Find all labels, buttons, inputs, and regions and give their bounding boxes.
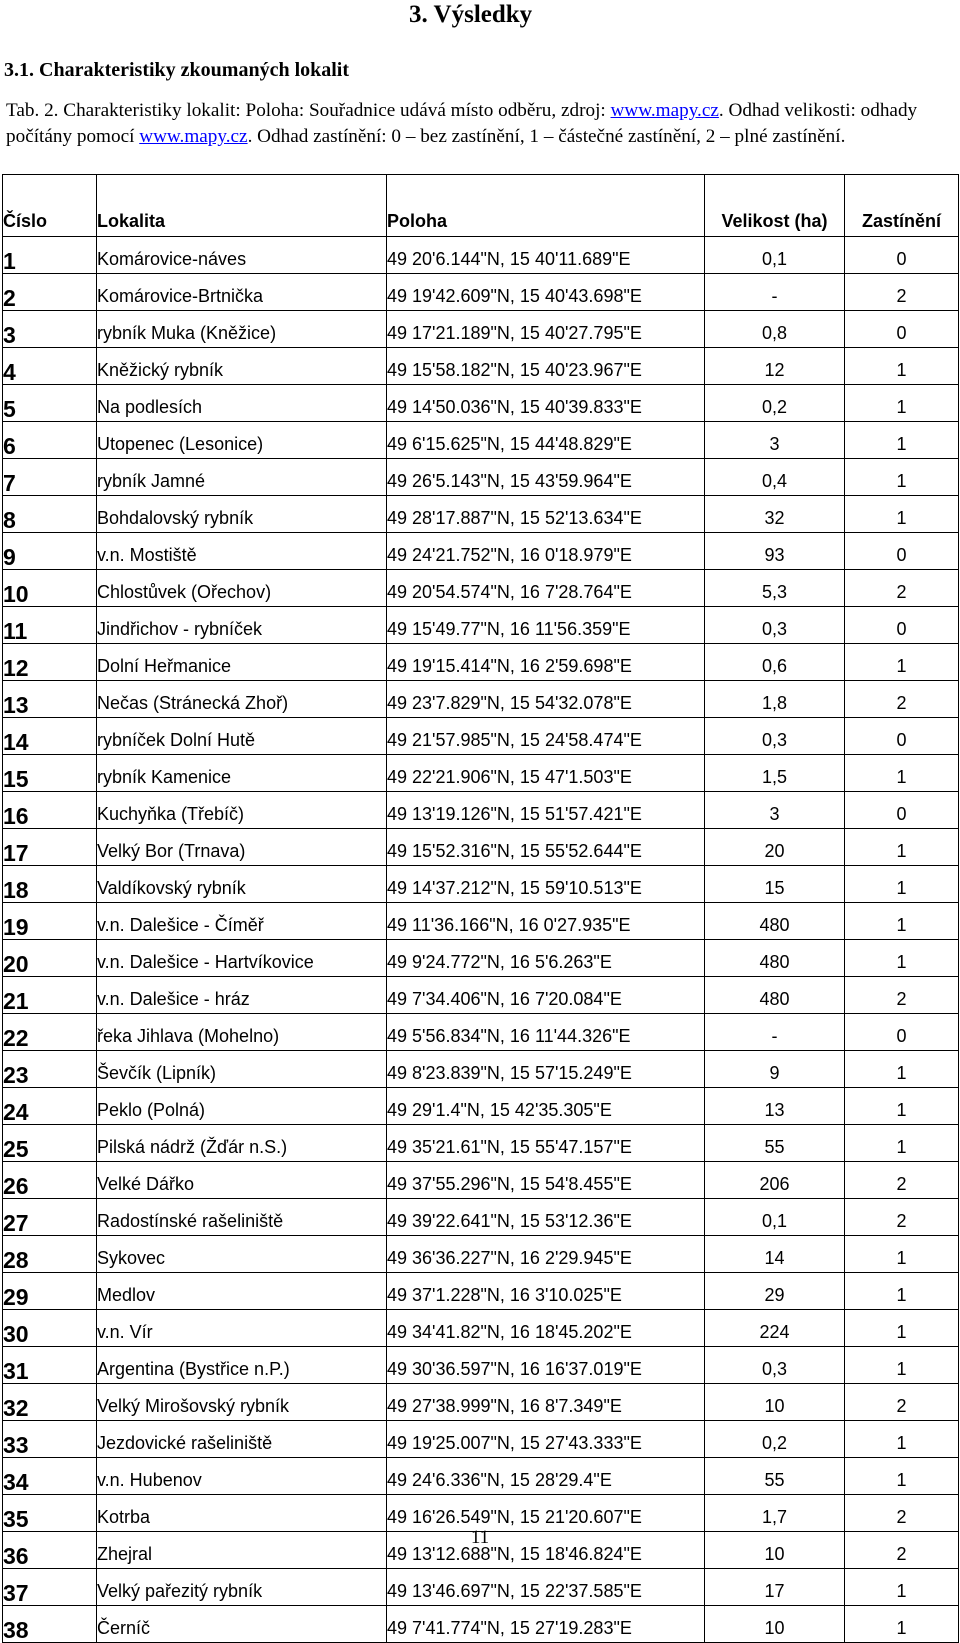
shading-cell: 1 xyxy=(845,755,959,792)
page-number: 11 xyxy=(470,1527,490,1548)
coordinates-cell: 49 37'55.296"N, 15 54'8.455"E xyxy=(387,1162,705,1199)
size-ha-cell: 13 xyxy=(705,1088,845,1125)
row-number-cell: 20 xyxy=(3,940,97,977)
shading-cell: 1 xyxy=(845,1088,959,1125)
table-row xyxy=(3,1125,959,1162)
table-row xyxy=(3,311,959,348)
row-number-cell: 17 xyxy=(3,829,97,866)
size-ha-cell: - xyxy=(705,1014,845,1051)
row-number-cell: 37 xyxy=(3,1569,97,1606)
size-ha-cell: 0,2 xyxy=(705,385,845,422)
row-number-cell: 2 xyxy=(3,274,97,311)
shading-cell: 1 xyxy=(845,1458,959,1495)
size-ha-cell: - xyxy=(705,274,845,311)
shading-cell: 1 xyxy=(845,1310,959,1347)
coordinates-cell: 49 26'5.143"N, 15 43'59.964"E xyxy=(387,459,705,496)
coordinates-cell: 49 7'34.406"N, 16 7'20.084"E xyxy=(387,977,705,1014)
table-row xyxy=(3,274,959,311)
size-ha-cell: 55 xyxy=(705,1125,845,1162)
size-ha-cell: 1,5 xyxy=(705,755,845,792)
coordinates-cell: 49 14'37.212"N, 15 59'10.513"E xyxy=(387,866,705,903)
row-number-cell: 6 xyxy=(3,422,97,459)
mapy-link-2[interactable]: www.mapy.cz xyxy=(139,126,248,147)
header-lokalita: Lokalita xyxy=(97,175,387,237)
header-velikost: Velikost (ha) xyxy=(705,175,845,237)
mapy-link-1[interactable]: www.mapy.cz xyxy=(610,100,719,121)
row-number-cell: 36 xyxy=(3,1532,97,1569)
size-ha-cell: 0,6 xyxy=(705,644,845,681)
locality-name-cell: rybník Kamenice xyxy=(97,755,387,792)
table-row xyxy=(3,1569,959,1606)
table-row xyxy=(3,681,959,718)
row-number-cell: 11 xyxy=(3,607,97,644)
coordinates-cell: 49 24'21.752"N, 16 0'18.979"E xyxy=(387,533,705,570)
shading-cell: 1 xyxy=(845,903,959,940)
coordinates-cell: 49 17'21.189"N, 15 40'27.795"E xyxy=(387,311,705,348)
row-number-cell: 38 xyxy=(3,1606,97,1643)
coordinates-cell: 49 35'21.61"N, 15 55'47.157"E xyxy=(387,1125,705,1162)
table-header-row xyxy=(3,175,959,237)
size-ha-cell: 15 xyxy=(705,866,845,903)
table-row xyxy=(3,1310,959,1347)
size-ha-cell: 0,4 xyxy=(705,459,845,496)
size-ha-cell: 1,7 xyxy=(705,1495,845,1532)
shading-cell: 2 xyxy=(845,1162,959,1199)
locality-name-cell: Velký Bor (Trnava) xyxy=(97,829,387,866)
row-number-cell: 33 xyxy=(3,1421,97,1458)
locality-name-cell: v.n. Dalešice - Hartvíkovice xyxy=(97,940,387,977)
locality-name-cell: v.n. Vír xyxy=(97,1310,387,1347)
header-cislo: Číslo xyxy=(3,175,97,237)
table-row xyxy=(3,385,959,422)
row-number-cell: 1 xyxy=(3,237,97,274)
locality-name-cell: Argentina (Bystřice n.P.) xyxy=(97,1347,387,1384)
coordinates-cell: 49 15'58.182"N, 15 40'23.967"E xyxy=(387,348,705,385)
size-ha-cell: 32 xyxy=(705,496,845,533)
shading-cell: 1 xyxy=(845,1606,959,1643)
table-row xyxy=(3,1347,959,1384)
locality-name-cell: Chlostůvek (Ořechov) xyxy=(97,570,387,607)
row-number-cell: 23 xyxy=(3,1051,97,1088)
shading-cell: 1 xyxy=(845,644,959,681)
coordinates-cell: 49 24'6.336"N, 15 28'29.4"E xyxy=(387,1458,705,1495)
locality-name-cell: Peklo (Polná) xyxy=(97,1088,387,1125)
coordinates-cell: 49 13'19.126"N, 15 51'57.421"E xyxy=(387,792,705,829)
coordinates-cell: 49 22'21.906"N, 15 47'1.503"E xyxy=(387,755,705,792)
locality-name-cell: Jezdovické rašeliniště xyxy=(97,1421,387,1458)
locality-name-cell: rybníček Dolní Hutě xyxy=(97,718,387,755)
shading-cell: 1 xyxy=(845,1273,959,1310)
table-row xyxy=(3,1088,959,1125)
locality-name-cell: v.n. Mostiště xyxy=(97,533,387,570)
size-ha-cell: 480 xyxy=(705,903,845,940)
size-ha-cell: 29 xyxy=(705,1273,845,1310)
coordinates-cell: 49 8'23.839"N, 15 57'15.249"E xyxy=(387,1051,705,1088)
row-number-cell: 35 xyxy=(3,1495,97,1532)
row-number-cell: 28 xyxy=(3,1236,97,1273)
shading-cell: 2 xyxy=(845,570,959,607)
size-ha-cell: 10 xyxy=(705,1384,845,1421)
row-number-cell: 16 xyxy=(3,792,97,829)
size-ha-cell: 0,3 xyxy=(705,718,845,755)
coordinates-cell: 49 5'56.834"N, 16 11'44.326"E xyxy=(387,1014,705,1051)
row-number-cell: 18 xyxy=(3,866,97,903)
locality-name-cell: Bohdalovský rybník xyxy=(97,496,387,533)
coordinates-cell: 49 39'22.641"N, 15 53'12.36"E xyxy=(387,1199,705,1236)
locality-name-cell: Sykovec xyxy=(97,1236,387,1273)
shading-cell: 1 xyxy=(845,829,959,866)
coordinates-cell: 49 29'1.4"N, 15 42'35.305"E xyxy=(387,1088,705,1125)
row-number-cell: 7 xyxy=(3,459,97,496)
size-ha-cell: 206 xyxy=(705,1162,845,1199)
coordinates-cell: 49 7'41.774"N, 15 27'19.283"E xyxy=(387,1606,705,1643)
section-title: 3.1. Charakteristiky zkoumaných lokalit xyxy=(4,59,350,81)
table-row xyxy=(3,459,959,496)
table-row xyxy=(3,866,959,903)
row-number-cell: 4 xyxy=(3,348,97,385)
table-row xyxy=(3,348,959,385)
table-row xyxy=(3,1495,959,1532)
size-ha-cell: 0,8 xyxy=(705,311,845,348)
locality-name-cell: Dolní Heřmanice xyxy=(97,644,387,681)
row-number-cell: 15 xyxy=(3,755,97,792)
size-ha-cell: 0,1 xyxy=(705,237,845,274)
shading-cell: 0 xyxy=(845,1014,959,1051)
table-caption xyxy=(6,98,958,150)
size-ha-cell: 10 xyxy=(705,1606,845,1643)
row-number-cell: 32 xyxy=(3,1384,97,1421)
coordinates-cell: 49 36'36.227"N, 16 2'29.945"E xyxy=(387,1236,705,1273)
caption-text-2: . Odhad velikosti: odhady počítány pomocí xyxy=(6,100,918,147)
size-ha-cell: 0,2 xyxy=(705,1421,845,1458)
caption-text-1: : Poloha: Souřadnice udává místo odběru, zdroj: xyxy=(235,100,611,121)
size-ha-cell: 0,3 xyxy=(705,1347,845,1384)
table-row xyxy=(3,829,959,866)
shading-cell: 2 xyxy=(845,1199,959,1236)
coordinates-cell: 49 14'50.036"N, 15 40'39.833"E xyxy=(387,385,705,422)
shading-cell: 2 xyxy=(845,274,959,311)
shading-cell: 1 xyxy=(845,1125,959,1162)
row-number-cell: 12 xyxy=(3,644,97,681)
locality-name-cell: Velké Dářko xyxy=(97,1162,387,1199)
coordinates-cell: 49 13'12.688"N, 15 18'46.824"E xyxy=(387,1532,705,1569)
size-ha-cell: 5,3 xyxy=(705,570,845,607)
shading-cell: 0 xyxy=(845,792,959,829)
table-row xyxy=(3,940,959,977)
row-number-cell: 31 xyxy=(3,1347,97,1384)
row-number-cell: 10 xyxy=(3,570,97,607)
coordinates-cell: 49 16'26.549"N, 15 21'20.607"E xyxy=(387,1495,705,1532)
shading-cell: 1 xyxy=(845,1236,959,1273)
coordinates-cell: 49 30'36.597"N, 16 16'37.019"E xyxy=(387,1347,705,1384)
size-ha-cell: 9 xyxy=(705,1051,845,1088)
table-body xyxy=(3,237,959,1643)
shading-cell: 0 xyxy=(845,237,959,274)
size-ha-cell: 20 xyxy=(705,829,845,866)
coordinates-cell: 49 15'52.316"N, 15 55'52.644"E xyxy=(387,829,705,866)
locality-name-cell: Radostínské rašeliniště xyxy=(97,1199,387,1236)
coordinates-cell: 49 19'42.609"N, 15 40'43.698"E xyxy=(387,274,705,311)
shading-cell: 0 xyxy=(845,718,959,755)
size-ha-cell: 224 xyxy=(705,1310,845,1347)
shading-cell: 2 xyxy=(845,1495,959,1532)
row-number-cell: 3 xyxy=(3,311,97,348)
row-number-cell: 13 xyxy=(3,681,97,718)
locality-name-cell: Zhejral xyxy=(97,1532,387,1569)
table-row xyxy=(3,496,959,533)
locality-name-cell: rybník Muka (Kněžice) xyxy=(97,311,387,348)
locality-name-cell: v.n. Dalešice - hráz xyxy=(97,977,387,1014)
shading-cell: 1 xyxy=(845,385,959,422)
row-number-cell: 29 xyxy=(3,1273,97,1310)
size-ha-cell: 14 xyxy=(705,1236,845,1273)
size-ha-cell: 10 xyxy=(705,1532,845,1569)
row-number-cell: 22 xyxy=(3,1014,97,1051)
shading-cell: 2 xyxy=(845,977,959,1014)
shading-cell: 1 xyxy=(845,496,959,533)
row-number-cell: 8 xyxy=(3,496,97,533)
caption-label: Tab. 2. Charakteristiky lokalit xyxy=(6,100,236,121)
table-row xyxy=(3,1199,959,1236)
locality-name-cell: Velký pařezitý rybník xyxy=(97,1569,387,1606)
coordinates-cell: 49 37'1.228"N, 16 3'10.025"E xyxy=(387,1273,705,1310)
row-number-cell: 27 xyxy=(3,1199,97,1236)
row-number-cell: 14 xyxy=(3,718,97,755)
coordinates-cell: 49 19'25.007"N, 15 27'43.333"E xyxy=(387,1421,705,1458)
locality-name-cell: Pilská nádrž (Žďár n.S.) xyxy=(97,1125,387,1162)
size-ha-cell: 93 xyxy=(705,533,845,570)
shading-cell: 0 xyxy=(845,311,959,348)
coordinates-cell: 49 15'49.77"N, 16 11'56.359"E xyxy=(387,607,705,644)
coordinates-cell: 49 23'7.829"N, 15 54'32.078"E xyxy=(387,681,705,718)
size-ha-cell: 1,8 xyxy=(705,681,845,718)
size-ha-cell: 480 xyxy=(705,977,845,1014)
locality-name-cell: Medlov xyxy=(97,1273,387,1310)
row-number-cell: 26 xyxy=(3,1162,97,1199)
table-row xyxy=(3,718,959,755)
row-number-cell: 24 xyxy=(3,1088,97,1125)
locality-name-cell: Kotrba xyxy=(97,1495,387,1532)
shading-cell: 1 xyxy=(845,1051,959,1088)
coordinates-cell: 49 20'6.144"N, 15 40'11.689"E xyxy=(387,237,705,274)
row-number-cell: 21 xyxy=(3,977,97,1014)
coordinates-cell: 49 28'17.887"N, 15 52'13.634"E xyxy=(387,496,705,533)
size-ha-cell: 12 xyxy=(705,348,845,385)
chapter-title: 3. Výsledky xyxy=(409,1,533,28)
row-number-cell: 5 xyxy=(3,385,97,422)
shading-cell: 1 xyxy=(845,940,959,977)
locality-name-cell: Utopenec (Lesonice) xyxy=(97,422,387,459)
locality-name-cell: Nečas (Stránecká Zhoř) xyxy=(97,681,387,718)
locality-name-cell: Černíč xyxy=(97,1606,387,1643)
locality-name-cell: řeka Jihlava (Mohelno) xyxy=(97,1014,387,1051)
shading-cell: 2 xyxy=(845,1532,959,1569)
table-row xyxy=(3,1384,959,1421)
locality-name-cell: Kuchyňka (Třebíč) xyxy=(97,792,387,829)
table-row xyxy=(3,1606,959,1643)
coordinates-cell: 49 34'41.82"N, 16 18'45.202"E xyxy=(387,1310,705,1347)
locality-name-cell: Komárovice-Brtnička xyxy=(97,274,387,311)
locality-name-cell: Jindřichov - rybníček xyxy=(97,607,387,644)
row-number-cell: 9 xyxy=(3,533,97,570)
shading-cell: 0 xyxy=(845,533,959,570)
size-ha-cell: 55 xyxy=(705,1458,845,1495)
shading-cell: 1 xyxy=(845,422,959,459)
size-ha-cell: 3 xyxy=(705,422,845,459)
shading-cell: 1 xyxy=(845,866,959,903)
locality-name-cell: Komárovice-náves xyxy=(97,237,387,274)
locality-name-cell: Kněžický rybník xyxy=(97,348,387,385)
table-row xyxy=(3,1051,959,1088)
locality-name-cell: v.n. Hubenov xyxy=(97,1458,387,1495)
coordinates-cell: 49 11'36.166"N, 16 0'27.935"E xyxy=(387,903,705,940)
table-row xyxy=(3,977,959,1014)
size-ha-cell: 0,1 xyxy=(705,1199,845,1236)
caption-text-3: . Odhad zastínění: 0 – bez zastínění, 1 – částečné zastínění, 2 – plné zastínění. xyxy=(247,126,846,147)
row-number-cell: 34 xyxy=(3,1458,97,1495)
table-row xyxy=(3,422,959,459)
coordinates-cell: 49 6'15.625"N, 15 44'48.829"E xyxy=(387,422,705,459)
shading-cell: 2 xyxy=(845,681,959,718)
table-row xyxy=(3,1014,959,1051)
row-number-cell: 19 xyxy=(3,903,97,940)
locality-name-cell: v.n. Dalešice - Číměř xyxy=(97,903,387,940)
coordinates-cell: 49 9'24.772"N, 16 5'6.263"E xyxy=(387,940,705,977)
coordinates-cell: 49 19'15.414"N, 16 2'59.698"E xyxy=(387,644,705,681)
header-poloha: Poloha xyxy=(387,175,705,237)
locality-name-cell: Velký Mirošovský rybník xyxy=(97,1384,387,1421)
locality-name-cell: Valdíkovský rybník xyxy=(97,866,387,903)
localities-table xyxy=(2,174,959,1643)
header-zastineni: Zastínění xyxy=(845,175,959,237)
locality-name-cell: Ševčík (Lipník) xyxy=(97,1051,387,1088)
shading-cell: 1 xyxy=(845,1347,959,1384)
coordinates-cell: 49 21'57.985"N, 15 24'58.474"E xyxy=(387,718,705,755)
shading-cell: 2 xyxy=(845,1384,959,1421)
shading-cell: 1 xyxy=(845,1421,959,1458)
row-number-cell: 25 xyxy=(3,1125,97,1162)
table-row xyxy=(3,1458,959,1495)
shading-cell: 0 xyxy=(845,607,959,644)
table-row xyxy=(3,1162,959,1199)
table-row xyxy=(3,792,959,829)
shading-cell: 1 xyxy=(845,459,959,496)
table-row xyxy=(3,903,959,940)
table-row xyxy=(3,644,959,681)
size-ha-cell: 3 xyxy=(705,792,845,829)
coordinates-cell: 49 13'46.697"N, 15 22'37.585"E xyxy=(387,1569,705,1606)
size-ha-cell: 17 xyxy=(705,1569,845,1606)
table-row xyxy=(3,570,959,607)
shading-cell: 1 xyxy=(845,348,959,385)
locality-name-cell: rybník Jamné xyxy=(97,459,387,496)
table-row xyxy=(3,1236,959,1273)
table-row xyxy=(3,237,959,274)
table-row xyxy=(3,1273,959,1310)
row-number-cell: 30 xyxy=(3,1310,97,1347)
coordinates-cell: 49 27'38.999"N, 16 8'7.349"E xyxy=(387,1384,705,1421)
table-row xyxy=(3,607,959,644)
locality-name-cell: Na podlesích xyxy=(97,385,387,422)
table-row xyxy=(3,533,959,570)
size-ha-cell: 480 xyxy=(705,940,845,977)
table-row xyxy=(3,755,959,792)
coordinates-cell: 49 20'54.574"N, 16 7'28.764"E xyxy=(387,570,705,607)
shading-cell: 1 xyxy=(845,1569,959,1606)
table-row xyxy=(3,1421,959,1458)
size-ha-cell: 0,3 xyxy=(705,607,845,644)
